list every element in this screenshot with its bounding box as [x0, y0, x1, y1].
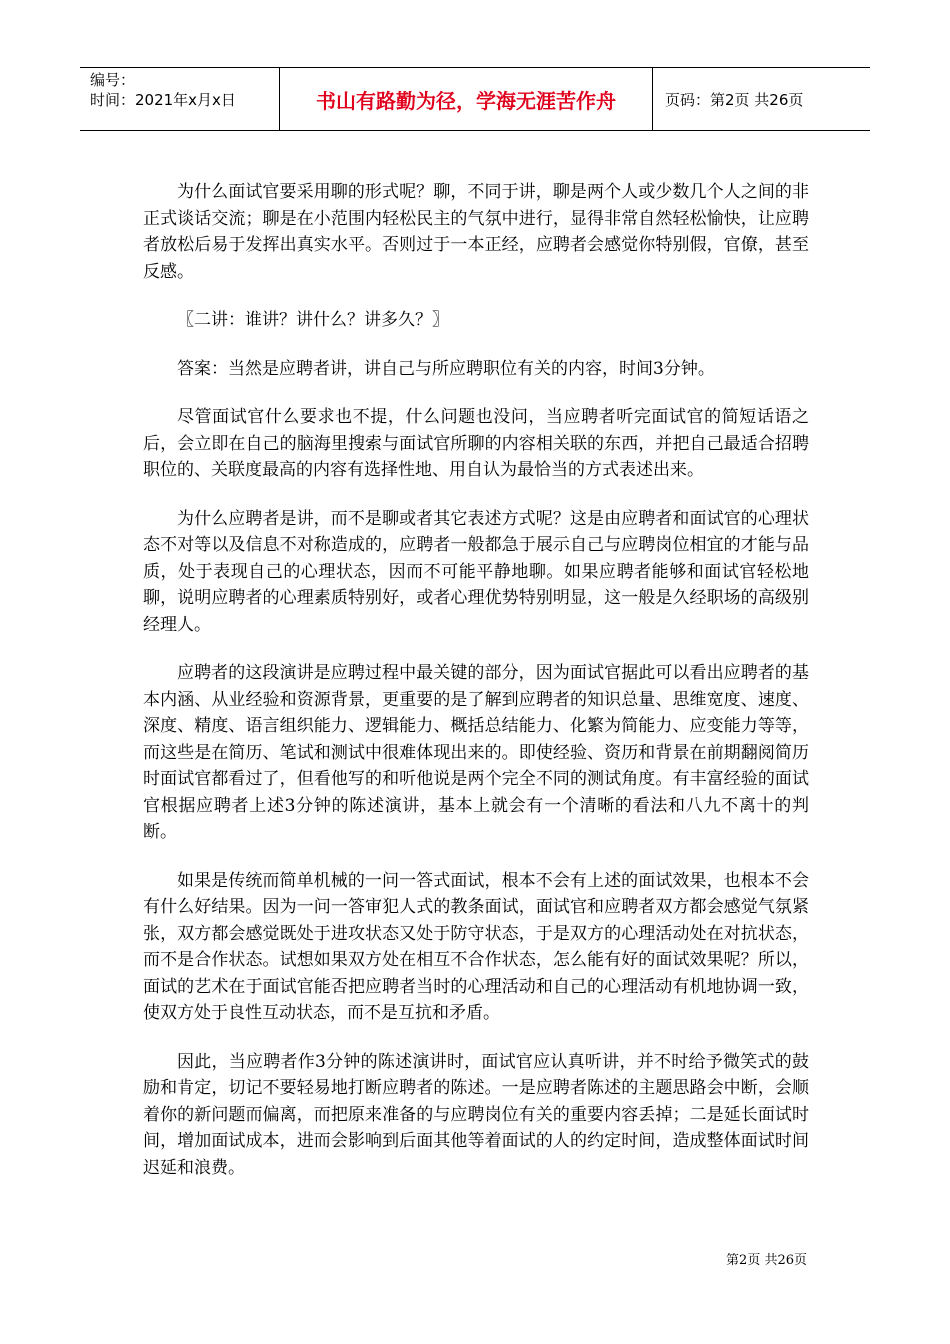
- paragraph: 尽管面试官什么要求也不提，什么问题也没问，当应聘者听完面试官的简短话语之后，会立即在自己的脑海里搜索与面试官所聊的内容相关联的东西，并把自己最适合招聘职位的、关联度最高的内容有选择性地、用自认为最恰当的方式表述出来。: [143, 407, 809, 480]
- paragraph: 为什么面试官要采用聊的形式呢？聊，不同于讲，聊是两个人或少数几个人之间的非正式谈话交流；聊是在小范围内轻松民主的气氛中进行，显得非常自然轻松愉快，让应聘者放松后易于发挥出真实水平。否则过于一本正经，应聘者会感觉你特别假，官僚，甚至反感。: [143, 182, 809, 282]
- paragraph: 为什么应聘者是讲，而不是聊或者其它表述方式呢？这是由应聘者和面试官的心理状态不对等以及信息不对称造成的，应聘者一般都急于展示自己与应聘岗位相宜的才能与品质，处于表现自己的心理状态，因而不可能平静地聊。如果应聘者能够和面试官轻松地聊，说明应聘者的心理素质特别好，或者心理优势特别明显，这一般是久经职场的高级别经理人。: [143, 508, 809, 635]
- paragraph: 应聘者的这段演讲是应聘过程中最关键的部分，因为面试官据此可以看出应聘者的基本内涵、从业经验和资源背景，更重要的是了解到应聘者的知识总量、思维宽度、速度、深度、精度、语言组织能力、逻辑能力、概括总结能力、化繁为简能力、应变能力等等，而这些是在简历、笔试和测试中很难体现出来的。即使经验、资历和背景在前期翻阅简历时面试官都看过了，但看他写的和听他说是两个完全不同的测试角度。有丰富经验的面试官根据应聘者上述3分钟的陈述演讲，基本上就会有一个清晰的看法和八九不离十的判断。: [143, 663, 809, 842]
- header-motto: 书山有路勤为径，学海无涯苦作舟: [280, 68, 653, 130]
- section-heading: 〖二讲：谁讲？讲什么？讲多久？〗: [177, 310, 449, 330]
- document-number-label: 编号：: [90, 71, 136, 89]
- paragraph: 因此，当应聘者作3分钟的陈述演讲时，面试官应认真听讲，并不时给予微笑式的鼓励和肯定，切记不要轻易地打断应聘者的陈述。一是应聘者陈述的主题思路会中断，会顺着你的新问题而偏离，而把原来准备的与应聘岗位有关的重要内容丢掉；二是延长面试时间，增加面试成本，进而会影响到后面其他等着面试的人的约定时间，造成整体面试时间迟延和浪费。: [143, 1051, 809, 1178]
- paragraph: 如果是传统而简单机械的一问一答式面试，根本不会有上述的面试效果，也根本不会有什么好结果。因为一问一答审犯人式的教条面试，面试官和应聘者双方都会感觉气氛紧张，双方都会感觉既处于进攻状态又处于防守状态，于是双方的心理活动处在对抗状态，而不是合作状态。试想如果双方处在相互不合作状态，怎么能有好的面试效果呢？所以，面试的艺术在于面试官能否把应聘者当时的心理活动和自己的心理活动有机地协调一致，使双方处于良性互动状态，而不是互抗和矛盾。: [143, 870, 809, 1023]
- page-header: [80, 67, 870, 131]
- header-page-info: 页码：第2页 共26页: [665, 90, 804, 109]
- paragraph: 答案：当然是应聘者讲，讲自己与所应聘职位有关的内容，时间3分钟。: [177, 358, 715, 379]
- document-time-label: 时间：2021年x月x日: [90, 91, 236, 109]
- header-meta: [80, 68, 280, 130]
- document-body: [143, 179, 809, 1203]
- page-footer: 第2页 共26页: [726, 1253, 807, 1268]
